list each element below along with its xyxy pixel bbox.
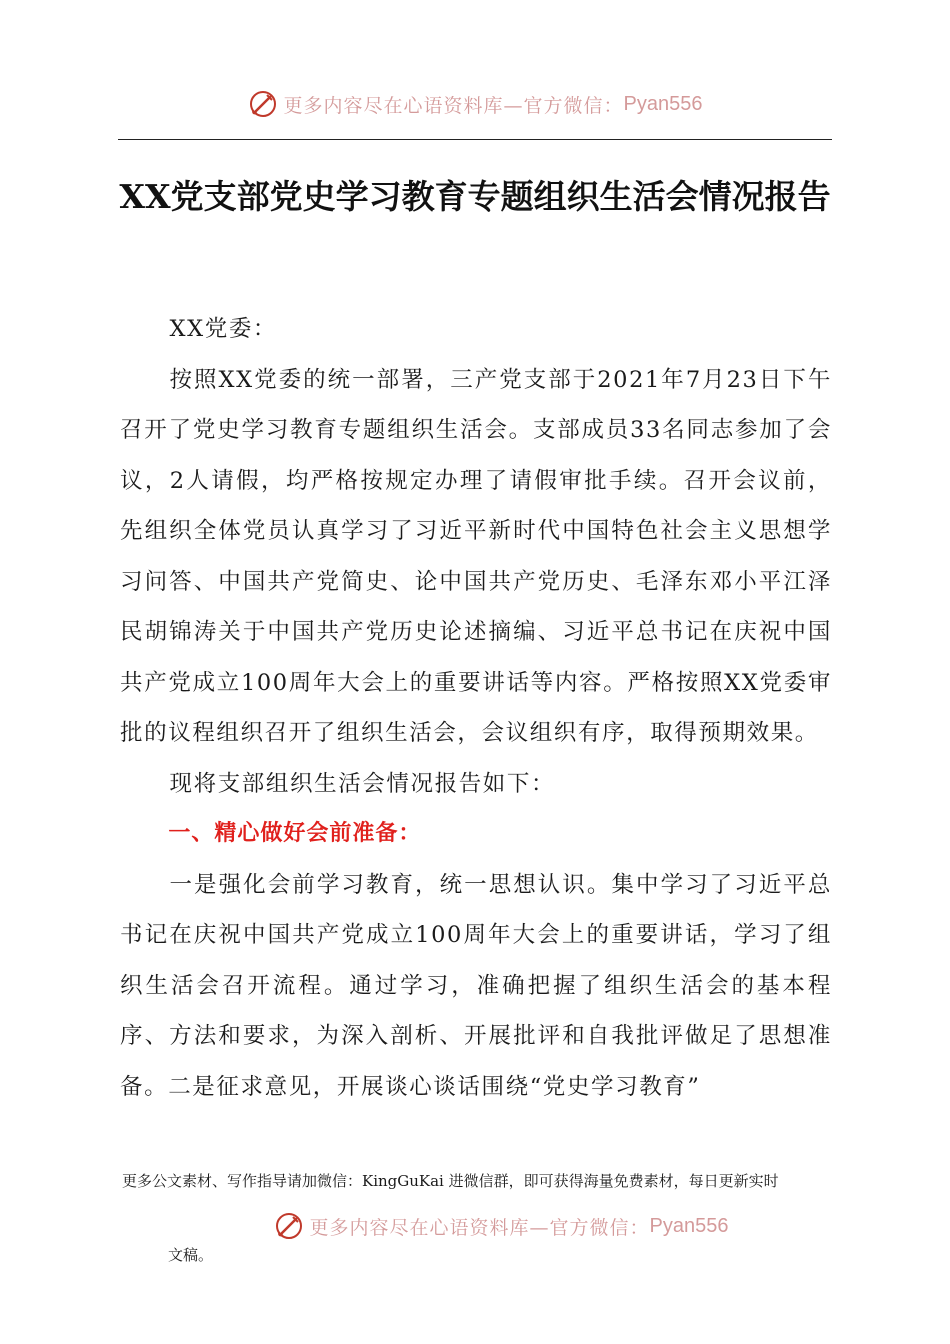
watermark-banner-bottom [26,1206,950,1246]
paragraph-2: 现将支部组织生活会情况报告如下： [169,770,556,797]
section-heading: 一、精心做好会前准备： [168,821,422,846]
pen-logo-icon [248,89,278,119]
document-title: XX党支部党史学习教育专题组织生活会情况报告 [119,177,831,216]
watermark-wechat-id: Pyan556 [623,92,703,115]
footer-note-continued: 文稿。 [168,1246,214,1264]
paragraph-1: 按照XX党委的统一部署，三产党支部于2021年7月23日下午召开了党史学习教育专题组织生活会。支部成员33名同志参加了会议，2人请假，均严格按规定办理了请假审批手续。召开会议前，先组织全体党员认真学习了习近平新时代中国特色社会主义思想学习问答、中国共产党简史、论中国共产党历史、毛泽东邓小平江泽民胡锦涛关于中国共产党历史论述摘编、习近平总书记在庆祝中国共产党成立100周年大会上的重要讲话等内容。严格按照XX党委审批的议程组织召开了组织生活会，会议组织有序，取得预期效果。 [120,366,832,746]
salutation: XX党委： [169,316,278,342]
watermark-banner-top [0,84,950,124]
watermark-text: 更多内容尽在心语资料库—官方微信： [283,94,624,117]
watermark-text: 更多内容尽在心语资料库—官方微信： [309,1216,650,1239]
watermark-wechat-id: Pyan556 [649,1214,729,1237]
section-paragraph: 一是强化会前学习教育，统一思想认识。集中学习了习近平总书记在庆祝中国共产党成立100周年大会上的重要讲话，学习了组织生活会召开流程。通过学习，准确把握了组织生活会的基本程序、方法和要求，为深入剖析、开展批评和自我批评做足了思想准备。二是征求意见，开展谈心谈话围绕“党史学习教育” [120,871,832,1100]
document-body [120,304,832,1112]
pen-logo-icon [274,1211,304,1241]
header-rule [118,139,832,140]
footer-note: 更多公文素材、写作指导请加微信：KingGuKai 进微信群，即可获得海量免费素材，每日更新实时 [122,1172,779,1190]
